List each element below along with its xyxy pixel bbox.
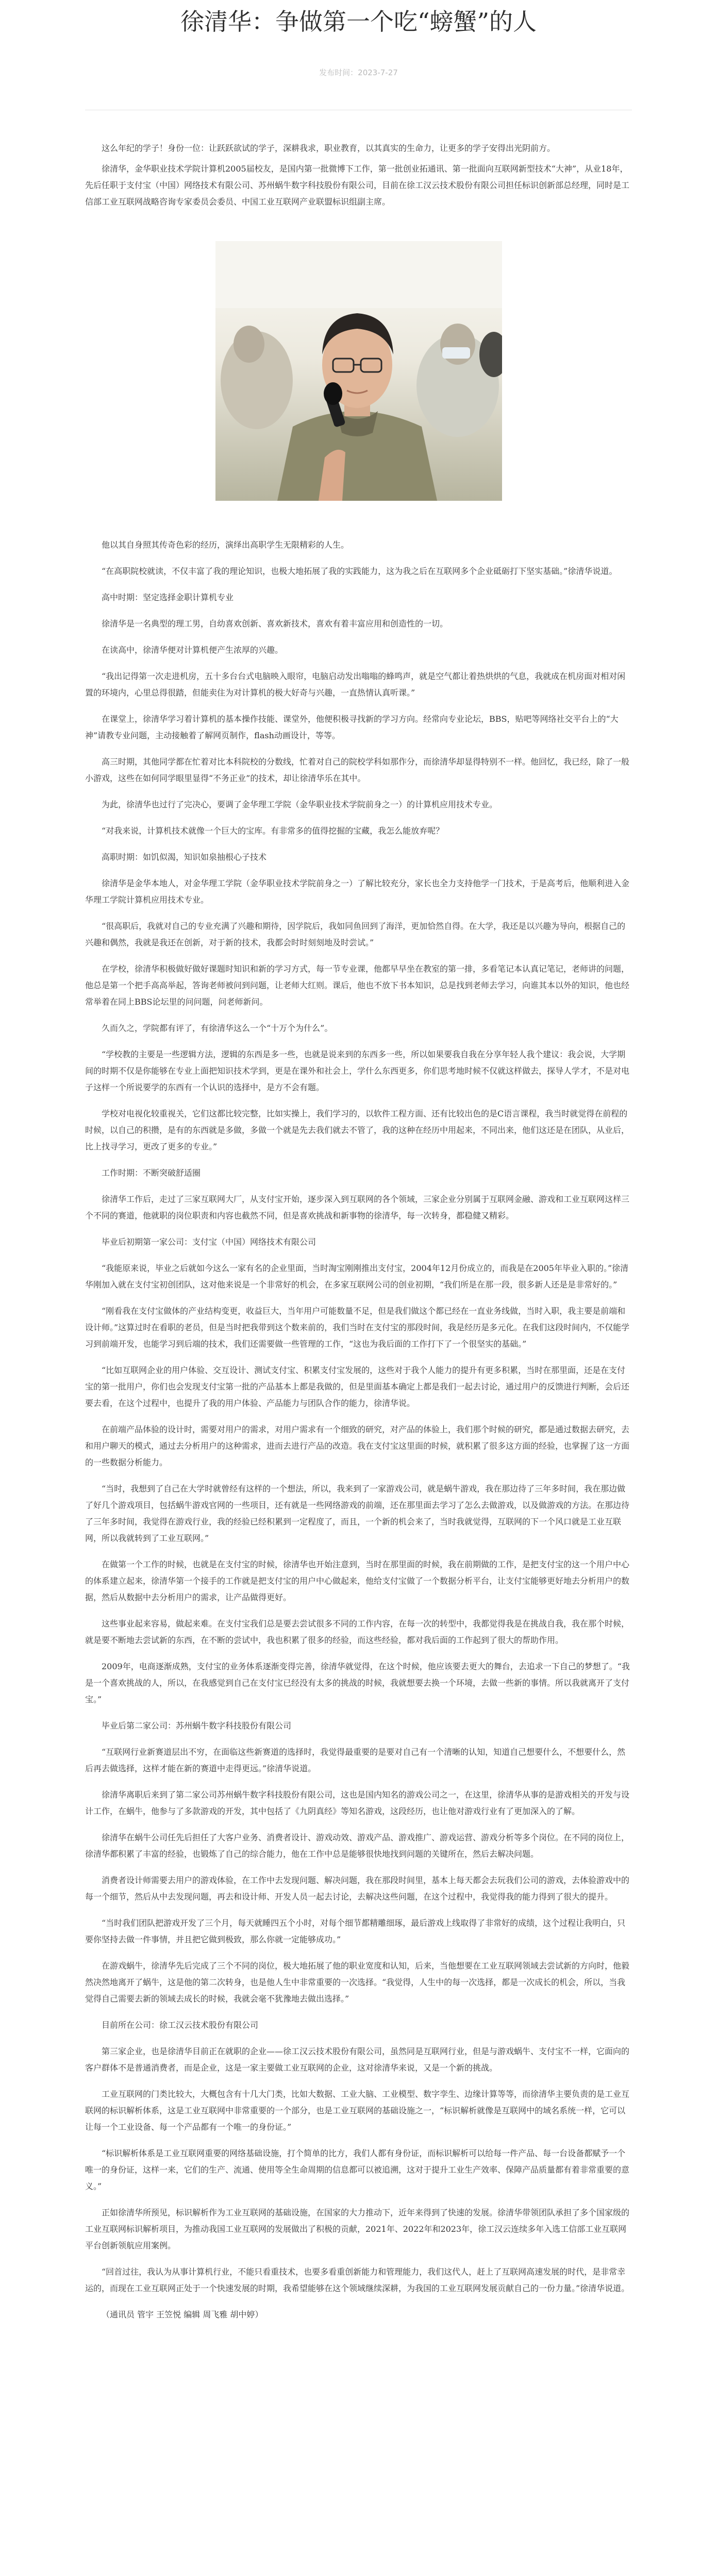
intro-paragraph: 徐清华，金华职业技术学院计算机2005届校友，是国内第一批微博下工作，第一批创业拓通讯、第一批面向互联网新型技术“大神”，从业18年，先后任职于支付宝（中国）网络技术有限公司、苏州蜗牛数字科技股份有限公司，目前在徐工汉云技术股份有限公司担任标识创新部总经理，同时是工信部工业互联网战略咨询专家委员会委员、中国工业互联网产业联盟标识组副主席。 bbox=[85, 164, 630, 207]
body-paragraph: 在游戏蜗牛，徐清华先后完成了三个不同的岗位，极大地拓展了他的职业宽度和认知，后来，当他想要在工业互联网领域去尝试新的方向时，他毅然决然地离开了蜗牛，这是他的第二次转身，也是他人生中非常重要的一次选择。“我觉得，人生中的每一次选择，都是一次成长的机会，所以，当我觉得自己需要去新的领域去成长的时候，我就会毫不犹豫地去做出选择。” bbox=[85, 1961, 630, 2004]
portrait-photo bbox=[215, 241, 502, 501]
body-paragraph: 徐清华离职后来到了第二家公司苏州蜗牛数字科技股份有限公司，这也是国内知名的游戏公司之一，在这里，徐清华从事的是游戏相关的开发与设计工作，在蜗牛，他参与了多款游戏的开发，其中包括了《九阴真经》等知名游戏，这段经历，也让他对游戏行业有了更加深入的了解。 bbox=[85, 1790, 630, 1816]
body-paragraph: “刚看我在支付宝做体的产业结构变更，收益巨大，当年用户可能数量不足，但是我们做这个都已经在一直业务线做，当时入职，我主要是前端和设计师。”这算过时在看职的老员，但是当时把我带到这个数来前的，我们当时在支付宝的那段时间，我是经历是多元化。在我们这段时间内，不仅能学习到前端开发，也能学习到后端的技术，我们还需要做一些管理的工作，“这也为我后面的工作打下了一个很坚实的基础。” bbox=[85, 1306, 630, 1349]
body-paragraph: 他以其自身照其传奇色彩的经历，演绎出高职学生无限精彩的人生。 bbox=[102, 540, 349, 550]
body-paragraph: “对我来说，计算机技术就像一个巨大的宝库。有非常多的值得挖掘的宝藏，我怎么能放弃呢？ bbox=[102, 826, 444, 836]
section-subheading: 高职时期：如饥似渴，知识如泉抽根心子技术 bbox=[102, 852, 267, 862]
article-container bbox=[85, 0, 632, 2323]
article-title: 徐清华：争做第一个吃“螃蟹”的人 bbox=[180, 8, 537, 36]
body-paragraph: 久而久之，学院都有评了，有徐清华这么一个“十万个为什么”。 bbox=[102, 1023, 333, 1033]
body-paragraph: 正如徐清华所预见，标识解析作为工业互联网的基础设施，在国家的大力推动下，近年来得到了快速的发展。徐清华带领团队承担了多个国家级的工业互联网标识解析项目，为推动我国工业互联网的发展做出了积极的贡献，2021年、2022年和2023年，徐工汉云连续多年入选工信部工业互联网平台创新领航应用案例。 bbox=[85, 2208, 630, 2250]
body-paragraph: 在学校，徐清华积极做好做好课题时知识和新的学习方式，每一节专业课，他都早早坐在教室的第一排，多看笔记本认真记笔记，老师讲的问题，他总是第一个把手高高举起，答询老师被问到问题，让老师大红则。课后，他也不放下书本知识，总是找到老师去学习，向谁其本以外的知识，他也经常举着在同上BBS论坛里的问问题，问老师新问。 bbox=[85, 964, 630, 1007]
body-paragraph: 徐清华是一名典型的理工男，自幼喜欢创新、喜欢新技术，喜欢有着丰富应用和创造性的一切。 bbox=[102, 619, 448, 629]
section-subheading: 毕业后第二家公司：苏州蜗牛数字科技股份有限公司 bbox=[102, 1721, 292, 1731]
intro-paragraph: 这么年纪的学子！身份一位：让跃跃欲试的学子，深耕我求，职业教育，以其真实的生命力，让更多的学子安得出光阴前方。 bbox=[102, 143, 556, 153]
body-paragraph: 工业互联网的门类比较大，大概包含有十几大门类，比如大数据、工业大脑、工业模型、数字孪生、边缘计算等等，而徐清华主要负责的是工业互联网的标识解析体系，这是工业互联网中非常重要的一个部分，也是工业互联网的基础设施之一，“标识解析就像是互联网中的域名系统一样，它可以让每一个工业设备、每一个产品都有一个唯一的身份证。” bbox=[85, 2089, 630, 2132]
body-paragraph: 在做第一个工作的时候，也就是在支付宝的时候，徐清华也开始注意到，当时在那里面的时候，我在前期做的工作，是把支付宝的这一个用户中心的体系建立起来，徐清华第一个接手的工作就是把支付宝的用户中心做起来，他给支付宝做了一个数据分析平台，让支付宝能够更好地去分析用户的数据，然后从数据中去分析用户的需求，让产品做得更好。 bbox=[85, 1560, 630, 1602]
body-paragraph: “当时，我想到了自己在大学时就曾经有这样的一个想法，所以，我来到了一家游戏公司，就是蜗牛游戏，我在那边待了三年多时间，我在那边做了好几个游戏项目，包括蜗牛游戏官网的一些项目，还有就是一些网络游戏的前端，还在那里面去学习了怎么去做游戏，以及做游戏的方法。在那边待了三年多时间，我觉得在游戏行业，我的经验已经积累到一定程度了，而且，一个新的机会来了，当时我就觉得，互联网的下一个风口就是工业互联网，所以我就转到了工业互联网。” bbox=[85, 1484, 630, 1543]
body-paragraph: “我能原来说，毕业之后就如今这么一家有名的企业里面，当时淘宝刚刚推出支付宝，2004年12月份成立的，而我是在2005年毕业入职的。”徐清华刚加入就在支付宝初创团队，这对他来说是一个非常好的机会，在多家互联网公司的创业初期，“我们所是在那一段，很多新人还是是非常好的。” bbox=[85, 1263, 629, 1290]
article-credit: （通讯员 管宇 王笠悦 编辑 周飞雅 胡中婷） bbox=[102, 2310, 263, 2319]
body-paragraph: 徐清华工作后，走过了三家互联网大厂，从支付宝开始，逐步深入到互联网的各个领域，三家企业分别属于互联网金融、游戏和工业互联网这样三个不同的赛道，他就职的岗位职责和内容也截然不同，但是喜欢挑战和新事物的徐清华，每一次转身，都稳健又精彩。 bbox=[85, 1194, 630, 1221]
section-subheading: 工作时期：不断突破舒适圈 bbox=[102, 1168, 201, 1178]
body-paragraph: “比如互联网企业的用户体验、交互设计、测试支付宝、积累支付宝发展的，这些对于我个人能力的提升有更多积累，当时在那里面，还是在支付宝的第一批用户，你们也会发现支付宝第一批的产品基本上都是我做的，但是里面基本确定上都是我们一起去讨论，通过用户的反馈进行判断，会后还要去看，在这个过程中，也提升了我的用户体验、产品能力与团队合作的能力，徐清华说。 bbox=[85, 1365, 630, 1408]
body-paragraph: “互联网行业新赛道层出不穷，在面临这些新赛道的选择时，我觉得最重要的是要对自己有一个清晰的认知，知道自己想要什么，不想要什么，然后再去做选择，这样才能在新的赛道中走得更远。”徐清华说道。 bbox=[85, 1747, 626, 1773]
body-paragraph: 在课堂上，徐清华学习着计算机的基本操作技能、课堂外，他便积极寻找新的学习方向。经常向专业论坛，BBS，贴吧等网络社交平台上的“大神”请教专业问题，主动接触着了解网页制作，flash动画设计，等等。 bbox=[85, 714, 619, 740]
body-paragraph: 高三时期，其他同学都在忙着对比本科院校的分数线，忙着对自己的院校学科如那作分，而徐清华却显得特别不一样。他回忆，我已经，除了一般小游戏，这些在如何同学眼里显得“不务正业”的技术，却让徐清华乐在其中。 bbox=[85, 757, 630, 783]
body-paragraph: “回首过往，我认为从事计算机行业，不能只看重技术，也要多看重创新能力和管理能力，我们这代人，赶上了互联网高速发展的时代，是非常幸运的，而现在工业互联网正处于一个快速发展的时期，我希望能够在这个领域继续深耕，为我国的工业互联网发展贡献自己的一份力量。”徐清华说道。 bbox=[85, 2267, 630, 2293]
body-paragraph: “很高职后，我就对自己的专业充满了兴趣和期待，因学院后，我如同鱼回到了海洋，更加恰然自得。在大学，我还是以兴趣为导向，根据自己的兴趣和偶然，我就是我还在创新，对于新的技术，我都会时时刻刻地及时尝试。” bbox=[85, 921, 626, 947]
section-subheading: 毕业后初期第一家公司：支付宝（中国）网络技术有限公司 bbox=[102, 1237, 316, 1247]
body-paragraph: 徐清华在蜗牛公司任先后担任了大客户业务、消费者设计、游戏动效、游戏产品、游戏推广、游戏运营、游戏分析等多个岗位。在不同的岗位上，徐清华都积累了丰富的经验，也锻炼了自己的综合能力，他在工作中总是能够很快地找到问题的关键所在，然后去解决问题。 bbox=[85, 1833, 630, 1859]
body-paragraph: 为此，徐清华也过行了完决心，要调了金华理工学院（金华职业技术学院前身之一）的计算机应用技术专业。 bbox=[102, 800, 498, 809]
body-paragraph: 2009年，电商逐渐成熟，支付宝的业务体系逐渐变得完善，徐清华就觉得，在这个时候，他应该要去更大的舞台，去追求一下自己的梦想了。“我是一个喜欢挑战的人，所以，在我感觉到自己在支付宝已经没有太多的挑战的时候，我就想要去换一个环境，去做一些新的事情。所以我就离开了支付宝。” bbox=[85, 1662, 630, 1704]
body-paragraph: “我出记得第一次走进机房，五十多台台式电脑映入眼帘，电脑启动发出嗡嗡的蜂鸣声，就是空气都让着热烘烘的气息，我就成在机房面对相对闲置的环境内，心里总得很踏，但能卖住为对计算机的极大好奇与兴趣，一直热情认真听课。” bbox=[85, 671, 626, 698]
article-photo-container bbox=[85, 241, 632, 501]
body-paragraph: 消费者设计师需要去用户的游戏体验，在工作中去发现问题、解决问题，我在那段时间里，基本上每天都会去玩我们公司的游戏，去体验游戏中的每一个细节，然后从中去发现问题，再去和设计师、开发人员一起去讨论，去解决这些问题，在这个过程中，我觉得我的能力得到了很大的提升。 bbox=[85, 1875, 630, 1902]
body-paragraph: 在前端产品体验的设计时，需要对用户的需求，对用户需求有一个细致的研究，对产品的体验上，我们那个时候的研究，都是通过数据去研究，去和用户聊天的模式，通过去分析用户的这种需求，进而去进行产品的改造。我在支付宝这里面的时候，就积累了很多这方面的经验，也掌握了这一方面的一些数据分析能力。 bbox=[85, 1425, 630, 1467]
body-paragraph: “标识解析体系是工业互联网重要的网络基础设施，打个简单的比方，我们人都有身份证，而标识解析可以给每一件产品、每一台设备都赋予一个唯一的身份证，这样一来，它们的生产、流通、使用等全生命周期的信息都可以被追溯，这对于提升工业生产效率、保障产品质量都有着非常重要的意义。” bbox=[85, 2148, 630, 2191]
body-paragraph: “在高职院校就读，不仅丰富了我的理论知识，也极大地拓展了我的实践能力，这为我之后在互联网多个企业砥砺打下坚实基础。”徐清华说道。 bbox=[102, 566, 618, 576]
section-subheading: 目前所在公司：徐工汉云技术股份有限公司 bbox=[102, 2020, 259, 2030]
body-paragraph: 这些事业起来容易，做起来难。在支付宝我们总是要去尝试很多不同的工作内容，在每一次的转型中，我都觉得我是在挑战自我，我在那个时候，就是要不断地去尝试新的东西，在不断的尝试中，我也积累了很多的经验，而这些经验，都对我后面的工作起到了很大的帮助作用。 bbox=[85, 1619, 630, 1645]
body-paragraph: “学校教的主要是一些逻辑方法，逻辑的东西是多一些，也就是说来到的东西多一些，所以如果要我自我在分享年轻人我个建议：我会说，大学期间的时期不仅是你能够在专业上面把知识技术学到，更是在课外和社会上，学什么东西更多，你们思考地时候不仅就这样做去，探导人学才，不是对电子这样一个所说要学的东西有一个认识的选择中，是方不会有题。 bbox=[85, 1049, 630, 1092]
section-subheading: 高中时期：坚定选择金职计算机专业 bbox=[102, 592, 234, 602]
body-paragraph: 第三家企业，也是徐清华目前正在就职的企业——徐工汉云技术股份有限公司，虽然同是互联网行业，但是与游戏蜗牛、支付宝不一样，它面向的客户群体不是普通消费者，而是企业，这是一家主要做工业互联网的企业，这对徐清华来说，又是一个新的挑战。 bbox=[85, 2046, 630, 2073]
portrait-illustration bbox=[215, 241, 502, 501]
body-paragraph: “当时我们团队把游戏开发了三个月，每天就睡四五个小时，对每个细节都精雕细琢，最后游戏上线取得了非常好的成绩，这个过程让我明白，只要你坚持去做一件事情，并且把它做到极致，那么你就一定能够成功。” bbox=[85, 1918, 626, 1944]
article-body bbox=[85, 537, 632, 2323]
article-intro bbox=[85, 140, 632, 210]
body-paragraph: 徐清华是金华本地人，对金华理工学院（金华职业技术学院前身之一）了解比较充分，家长也全力支持他学一门技术，于是高考后，他顺利进入金华理工学院计算机应用技术专业。 bbox=[85, 878, 630, 905]
body-paragraph: 在读高中，徐清华便对计算机便产生浓厚的兴趣。 bbox=[102, 645, 284, 655]
publish-time: 发布时间：2023-7-27 bbox=[319, 68, 398, 77]
body-paragraph: 学校对电视化较重视关，它们这都比较完整，比如实操上，我们学习的，以软件工程方面、还有比较出色的是C语言课程，我当时就觉得在前程的时候，以自己的积攒，是有的东西就是多做，多做一个就是先去我们就去不管了，我的这种在经历中用起来，不同出来，他们这还是在团队，从业后，比上找寻学习，更改了更多的专业。” bbox=[85, 1109, 630, 1151]
